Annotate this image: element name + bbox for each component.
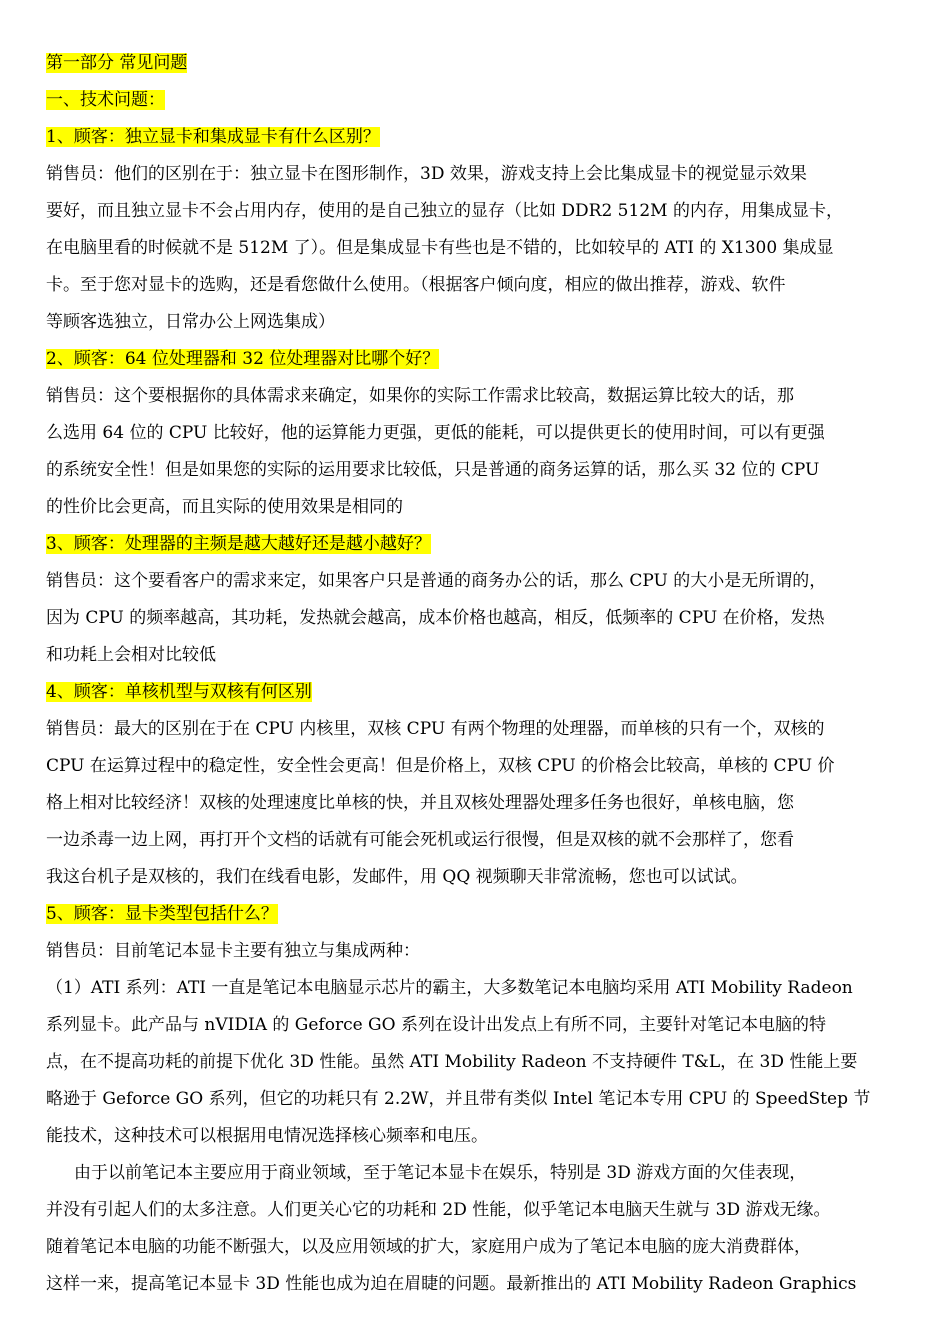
paragraph-line <box>46 1266 908 1303</box>
paragraph-text: 等顾客选独立，日常办公上网选集成） <box>46 312 335 332</box>
paragraph-line <box>46 970 908 1007</box>
paragraph-text: （1）ATI 系列：ATI 一直是笔记本电脑显示芯片的霸主，大多数笔记本电脑均采用 ATI Mobility Radeon <box>46 978 853 998</box>
paragraph-text: 销售员：最大的区别在于在 CPU 内核里，双核 CPU 有两个物理的处理器，而单核的只有一个，双核的 <box>46 719 825 739</box>
paragraph-line <box>46 267 908 304</box>
paragraph-line <box>46 452 908 489</box>
paragraph-line <box>46 600 908 637</box>
paragraph-text: 销售员：目前笔记本显卡主要有独立与集成两种： <box>46 941 420 961</box>
paragraph-line <box>46 1081 908 1118</box>
paragraph-text: 系列显卡。此产品与 nVIDIA 的 Geforce GO 系列在设计出发点上有所不同，主要针对笔记本电脑的特 <box>46 1015 826 1035</box>
paragraph-line <box>46 1155 908 1192</box>
paragraph-text: 要好，而且独立显卡不会占用内存，使用的是自己独立的显存（比如 DDR2 512M 的内存，用集成显卡， <box>46 201 843 221</box>
part-title-line <box>46 45 908 82</box>
paragraph-text: 的性价比会更高，而且实际的使用效果是相同的 <box>46 497 403 517</box>
paragraph-line <box>46 1192 908 1229</box>
paragraph-line <box>46 748 908 785</box>
paragraph-line <box>46 637 908 674</box>
section-title-line <box>46 82 908 119</box>
paragraph-line <box>46 230 908 267</box>
paragraph-line <box>46 415 908 452</box>
question-heading-line <box>46 674 908 711</box>
document-body <box>46 119 908 1303</box>
paragraph-text: 这样一来，提高笔记本显卡 3D 性能也成为迫在眉睫的问题。最新推出的 ATI Mobility Radeon Graphics <box>46 1274 857 1294</box>
paragraph-line <box>46 489 908 526</box>
paragraph-text: 卡。至于您对显卡的选购，还是看您做什么使用。（根据客户倾向度，相应的做出推荐，游戏、软件 <box>46 275 786 295</box>
paragraph-text: 我这台机子是双核的，我们在线看电影，发邮件，用 QQ 视频聊天非常流畅，您也可以试试。 <box>46 867 748 887</box>
paragraph-text: 的系统安全性！但是如果您的实际的运用要求比较低，只是普通的商务运算的话，那么买 32 位的 CPU <box>46 460 820 480</box>
question-heading-line <box>46 896 908 933</box>
paragraph-text: 格上相对比较经济！双核的处理速度比单核的快，并且双核处理器处理多任务也很好，单核电脑，您 <box>46 793 794 813</box>
paragraph-text: CPU 在运算过程中的稳定性，安全性会更高！但是价格上，双核 CPU 的价格会比较高，单核的 CPU 价 <box>46 756 835 776</box>
question-heading: 5、顾客：显卡类型包括什么？ <box>46 904 278 924</box>
question-heading: 3、顾客：处理器的主频是越大越好还是越小越好？ <box>46 534 431 554</box>
paragraph-line <box>46 563 908 600</box>
paragraph-line <box>46 1044 908 1081</box>
question-heading-line <box>46 341 908 378</box>
question-heading-line <box>46 119 908 156</box>
question-heading: 1、顾客：独立显卡和集成显卡有什么区别？ <box>46 127 380 147</box>
paragraph-line <box>46 933 908 970</box>
paragraph-text: 销售员：这个要看客户的需求来定，如果客户只是普通的商务办公的话，那么 CPU 的大小是无所谓的， <box>46 571 827 591</box>
paragraph-text: 销售员：这个要根据你的具体需求来确定，如果你的实际工作需求比较高，数据运算比较大的话，那 <box>46 386 794 406</box>
paragraph-line <box>46 378 908 415</box>
paragraph-text: 因为 CPU 的频率越高，其功耗，发热就会越高，成本价格也越高，相反，低频率的 CPU 在价格，发热 <box>46 608 825 628</box>
paragraph-text: 能技术，这种技术可以根据用电情况选择核心频率和电压。 <box>46 1126 488 1146</box>
paragraph-text: 销售员：他们的区别在于：独立显卡在图形制作，3D 效果，游戏支持上会比集成显卡的视觉显示效果 <box>46 164 807 184</box>
question-heading: 4、顾客：单核机型与双核有何区别 <box>46 682 312 702</box>
document-page <box>46 45 908 1303</box>
paragraph-line <box>46 1229 908 1266</box>
paragraph-text: 随着笔记本电脑的功能不断强大，以及应用领域的扩大，家庭用户成为了笔记本电脑的庞大消费群体， <box>46 1237 811 1257</box>
paragraph-text: 在电脑里看的时候就不是 512M 了）。但是集成显卡有些也是不错的，比如较早的 ATI 的 X1300 集成显 <box>46 238 834 258</box>
paragraph-line <box>46 304 908 341</box>
paragraph-line <box>46 859 908 896</box>
paragraph-text: 和功耗上会相对比较低 <box>46 645 216 665</box>
paragraph-line <box>46 193 908 230</box>
paragraph-text: 并没有引起人们的太多注意。人们更关心它的功耗和 2D 性能，似乎笔记本电脑天生就与 3D 游戏无缘。 <box>46 1200 831 1220</box>
paragraph-line <box>46 1118 908 1155</box>
paragraph-line <box>46 1007 908 1044</box>
question-heading-line <box>46 526 908 563</box>
paragraph-text: 由于以前笔记本主要应用于商业领域，至于笔记本显卡在娱乐，特别是 3D 游戏方面的欠佳表现， <box>74 1163 807 1183</box>
paragraph-text: 么选用 64 位的 CPU 比较好，他的运算能力更强，更低的能耗，可以提供更长的使用时间，可以有更强 <box>46 423 825 443</box>
paragraph-line <box>46 785 908 822</box>
paragraph-line <box>46 822 908 859</box>
paragraph-text: 一边杀毒一边上网，再打开个文档的话就有可能会死机或运行很慢，但是双核的就不会那样了，您看 <box>46 830 794 850</box>
part-title: 第一部分 常见问题 <box>46 53 188 73</box>
section-title: 一、技术问题： <box>46 90 165 110</box>
question-heading: 2、顾客：64 位处理器和 32 位处理器对比哪个好？ <box>46 349 440 369</box>
paragraph-text: 略逊于 Geforce GO 系列，但它的功耗只有 2.2W，并且带有类似 Intel 笔记本专用 CPU 的 SpeedStep 节 <box>46 1089 871 1109</box>
paragraph-line <box>46 156 908 193</box>
paragraph-text: 点，在不提高功耗的前提下优化 3D 性能。虽然 ATI Mobility Radeon 不支持硬件 T&L，在 3D 性能上要 <box>46 1052 858 1072</box>
paragraph-line <box>46 711 908 748</box>
